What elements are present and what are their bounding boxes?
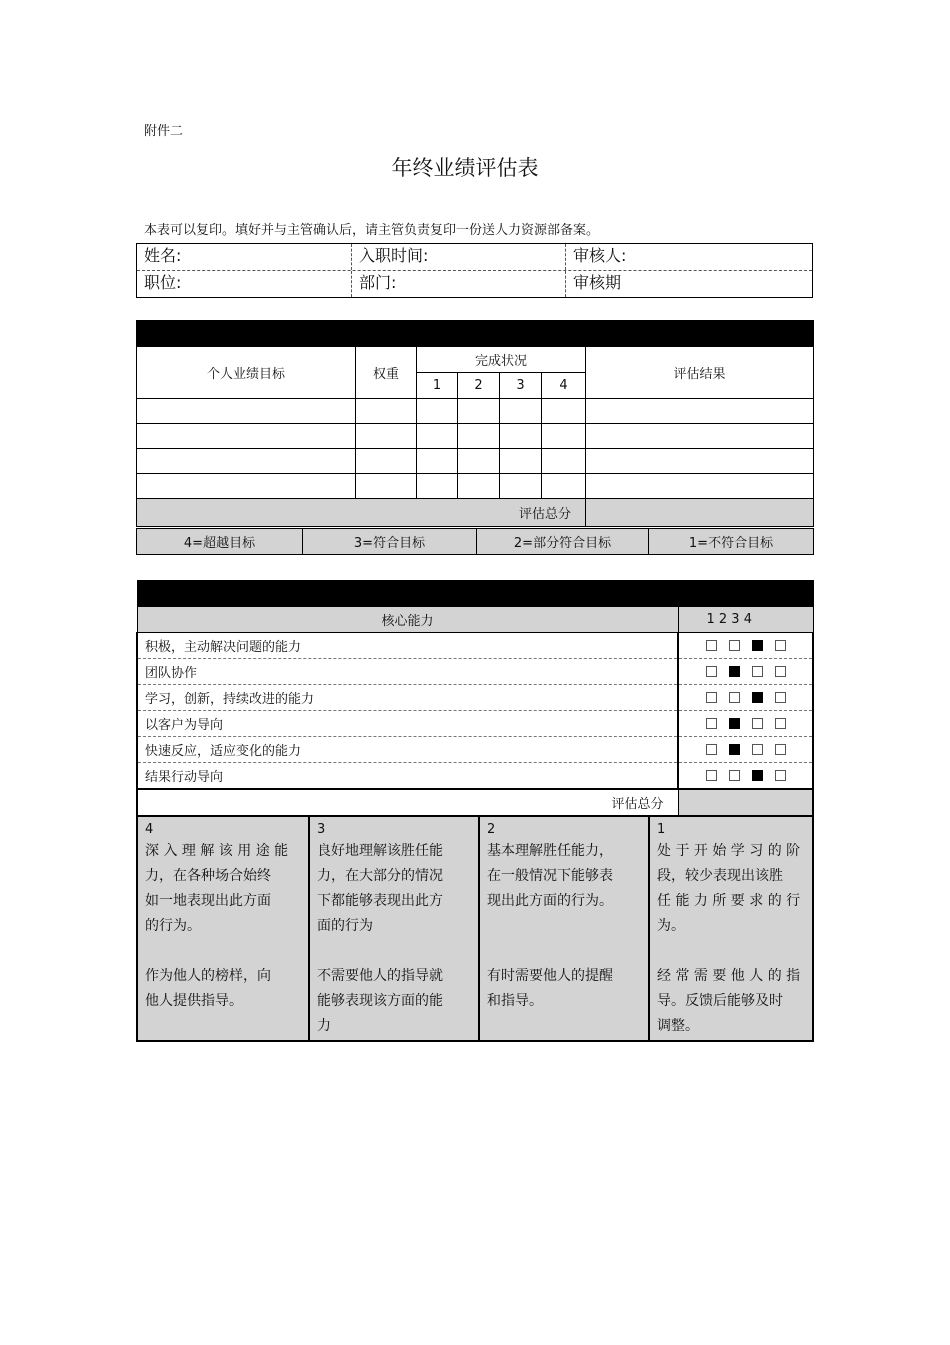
level-text-line: 如一地表现出此方面 [145, 893, 271, 909]
level-3-description [308, 817, 478, 1040]
competency-label: 以客户为导向 [137, 711, 678, 737]
level-text-line: 现出此方面的行为。 [487, 893, 613, 909]
rating-checkbox-3[interactable] [752, 692, 763, 703]
rating-scale-header: 1 2 3 4 [678, 607, 813, 633]
level-2-description [478, 817, 648, 1040]
rating-checkbox-2[interactable] [729, 666, 740, 677]
legend-item: 2=部分符合目标 [477, 529, 649, 555]
status-level-3: 3 [500, 373, 542, 399]
rating-checkbox-2[interactable] [729, 692, 740, 703]
competency-rating [678, 633, 813, 659]
competency-row [137, 711, 813, 737]
level-text-line: 面的行为 [317, 918, 373, 934]
goal-row[interactable] [137, 449, 814, 474]
rating-checkbox-1[interactable] [706, 770, 717, 781]
level-text-line: 调整。 [657, 1018, 699, 1034]
rating-checkbox-4[interactable] [775, 640, 786, 651]
competency-row [137, 659, 813, 685]
level-text-line: 力，在各种场合始终 [145, 868, 271, 884]
competency-label: 学习，创新，持续改进的能力 [137, 685, 678, 711]
rating-checkbox-1[interactable] [706, 718, 717, 729]
competency-column-header: 核心能力 [137, 607, 678, 633]
competency-rating [678, 737, 813, 763]
rating-checkbox-3[interactable] [752, 718, 763, 729]
result-column-header: 评估结果 [586, 347, 814, 399]
level-text-line: 有时需要他人的提醒 [487, 968, 613, 984]
competency-level-descriptions [136, 815, 814, 1042]
spacer [145, 939, 300, 964]
goal-row[interactable] [137, 474, 814, 499]
competency-rating [678, 685, 813, 711]
level-text-line: 力，在大部分的情况 [317, 868, 443, 884]
level-text-line: 在一般情况下能够表 [487, 868, 613, 884]
employee-info-table [136, 243, 813, 298]
performance-goals-table [136, 320, 814, 527]
spacer [487, 939, 640, 964]
rating-checkbox-3[interactable] [752, 640, 763, 651]
competency-total-value[interactable] [678, 789, 813, 817]
level-text-line: 作为他人的榜样，向 [145, 968, 271, 984]
competency-label: 团队协作 [137, 659, 678, 685]
legend-item: 1=不符合目标 [649, 529, 814, 555]
weight-column-header: 权重 [356, 347, 417, 399]
level-text-line: 能够表现该方面的能 [317, 993, 443, 1009]
spacer [657, 939, 804, 964]
hire-date-field[interactable]: 入职时间: [351, 244, 565, 270]
status-level-2: 2 [458, 373, 500, 399]
competency-label: 积极，主动解决问题的能力 [137, 633, 678, 659]
competency-rating [678, 659, 813, 685]
competency-label: 快速反应，适应变化的能力 [137, 737, 678, 763]
competency-rating [678, 763, 813, 789]
legend-item: 4=超越目标 [137, 529, 303, 555]
rating-checkbox-1[interactable] [706, 640, 717, 651]
level-text-line: 力 [317, 1018, 331, 1034]
rating-checkbox-2[interactable] [729, 718, 740, 729]
rating-checkbox-4[interactable] [775, 718, 786, 729]
position-field[interactable]: 职位: [144, 273, 182, 292]
department-field[interactable]: 部门: [351, 271, 565, 297]
rating-checkbox-2[interactable] [729, 770, 740, 781]
rating-checkbox-4[interactable] [775, 744, 786, 755]
rating-checkbox-2[interactable] [729, 744, 740, 755]
rating-checkbox-3[interactable] [752, 770, 763, 781]
page-title: 年终业绩评估表 [391, 156, 539, 180]
core-competency-table [136, 580, 814, 817]
reviewer-field[interactable]: 审核人: [565, 244, 812, 270]
level-number: 3 [317, 822, 326, 837]
status-column-header: 完成状况 [417, 347, 586, 373]
level-text-line: 他人提供指导。 [145, 993, 243, 1009]
rating-checkbox-1[interactable] [706, 666, 717, 677]
level-text-line: 任 能 力 所 要 求 的 行 [657, 893, 801, 909]
rating-checkbox-4[interactable] [775, 770, 786, 781]
section-header-bar [137, 321, 814, 347]
level-text-line: 处 于 开 始 学 习 的 阶 [657, 843, 801, 859]
level-text-line: 和指导。 [487, 993, 543, 1009]
rating-checkbox-2[interactable] [729, 640, 740, 651]
name-field[interactable]: 姓名: [144, 246, 182, 265]
level-1-description [648, 817, 812, 1040]
rating-checkbox-3[interactable] [752, 666, 763, 677]
goals-total-label: 评估总分 [137, 499, 586, 527]
rating-legend [136, 528, 814, 555]
level-text-line: 段，较少表现出该胜 [657, 868, 783, 884]
competency-total-label: 评估总分 [137, 789, 678, 817]
level-text-line: 经 常 需 要 他 人 的 指 [657, 968, 801, 984]
level-text-line: 为。 [657, 918, 685, 934]
competency-rating [678, 711, 813, 737]
level-text-line: 不需要他人的指导就 [317, 968, 443, 984]
legend-item: 3=符合目标 [303, 529, 477, 555]
level-text-line: 基本理解胜任能力， [487, 843, 613, 859]
status-level-4: 4 [542, 373, 586, 399]
rating-checkbox-3[interactable] [752, 744, 763, 755]
level-4-description [138, 817, 308, 1040]
level-number: 1 [657, 822, 666, 837]
competency-row [137, 685, 813, 711]
goal-column-header: 个人业绩目标 [137, 347, 356, 399]
spacer [317, 939, 470, 964]
competency-row [137, 763, 813, 789]
level-text-line: 导。反馈后能够及时 [657, 993, 783, 1009]
level-number: 2 [487, 822, 496, 837]
level-text-line: 深 入 理 解 该 用 途 能 [145, 843, 289, 859]
level-text-line: 良好地理解该胜任能 [317, 843, 443, 859]
section-header-bar [137, 581, 813, 607]
competency-row [137, 633, 813, 659]
goal-row[interactable] [137, 424, 814, 449]
competency-label: 结果行动导向 [137, 763, 678, 789]
rating-checkbox-1[interactable] [706, 744, 717, 755]
level-number: 4 [145, 822, 154, 837]
status-level-1: 1 [417, 373, 458, 399]
competency-row [137, 737, 813, 763]
level-text-line: 的行为。 [145, 918, 201, 934]
level-text-line: 下都能够表现出此方 [317, 893, 443, 909]
form-instructions: 本表可以复印。填好并与主管确认后，请主管负责复印一份送人力资源部备案。 [144, 223, 600, 238]
review-period-field[interactable]: 审核期 [565, 271, 812, 297]
spacer [487, 914, 640, 939]
attachment-label: 附件二 [144, 124, 184, 139]
goals-total-value[interactable] [586, 499, 814, 527]
rating-checkbox-4[interactable] [775, 692, 786, 703]
rating-checkbox-1[interactable] [706, 692, 717, 703]
goal-row[interactable] [137, 399, 814, 424]
rating-checkbox-4[interactable] [775, 666, 786, 677]
